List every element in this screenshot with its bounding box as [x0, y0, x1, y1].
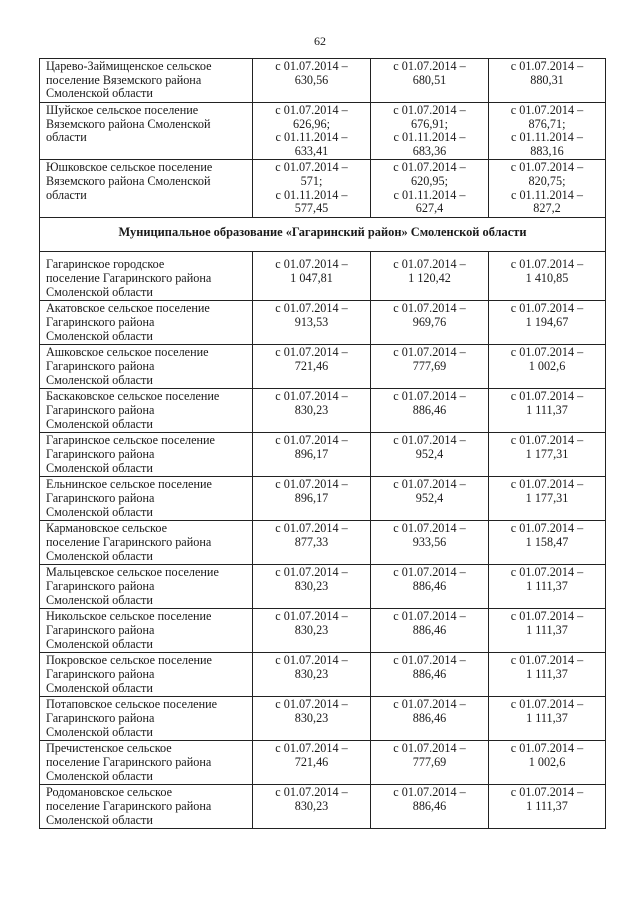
cell-line: 830,23	[294, 798, 329, 813]
cell-line: с 01.07.2014 –	[275, 345, 348, 360]
tariff-cell-2	[371, 389, 489, 433]
cell-line: с 01.07.2014 –	[393, 345, 466, 360]
cell-line: с 01.07.2014 –	[275, 565, 348, 580]
settlement-name-cell	[40, 741, 253, 785]
table-row	[40, 433, 606, 477]
cell-line: 886,46	[412, 710, 447, 725]
cell-line: с 01.07.2014 –	[393, 160, 466, 175]
tariff-cell-1	[253, 477, 371, 521]
cell-line: 620,95;	[411, 173, 448, 188]
tariff-cell-1	[253, 252, 371, 301]
cell-line: с 01.07.2014 –	[510, 477, 584, 492]
cell-line: области	[46, 130, 87, 145]
cell-line: с 01.07.2014 –	[510, 345, 584, 360]
cell-line: с 01.11.2014 –	[275, 187, 348, 202]
cell-line: 886,46	[412, 578, 447, 593]
page-number: 62	[314, 34, 326, 48]
cell-line: с 01.11.2014 –	[393, 187, 466, 202]
tariff-cell-3	[489, 565, 606, 609]
cell-line: 1 120,42	[408, 270, 451, 285]
cell-line: 577,45	[294, 201, 329, 216]
cell-line: 886,46	[412, 402, 447, 417]
cell-line: с 01.07.2014 –	[275, 697, 348, 712]
tariff-cell-3	[489, 345, 606, 389]
cell-line: Гагаринского района	[46, 314, 155, 329]
cell-line: поселение Гагаринского района	[46, 534, 212, 549]
table-row	[40, 697, 606, 741]
cell-line: с 01.07.2014 –	[393, 257, 466, 272]
cell-line: 952,4	[415, 490, 444, 505]
table-row	[40, 59, 606, 103]
cell-line: 969,76	[412, 314, 447, 329]
cell-line: с 01.07.2014 –	[393, 653, 466, 668]
tariff-cell-3	[489, 521, 606, 565]
table-section-vyazma	[40, 59, 606, 218]
tariff-cell-2	[371, 653, 489, 697]
cell-line: Ельнинское сельское поселение	[46, 477, 212, 492]
cell-line: Гагаринского района	[46, 710, 155, 725]
cell-line: Гагаринского района	[46, 622, 155, 637]
cell-line: 830,23	[294, 666, 329, 681]
tariff-cell-1	[253, 741, 371, 785]
cell-line: Смоленской области	[46, 768, 153, 783]
cell-line: 1 177,31	[525, 490, 569, 505]
cell-line: 1 111,37	[526, 710, 568, 725]
settlement-name-cell	[40, 433, 253, 477]
cell-line: Шуйское сельское поселение	[46, 103, 199, 117]
cell-line: с 01.07.2014 –	[510, 389, 584, 404]
cell-line: Смоленской области	[46, 724, 153, 739]
cell-line: с 01.07.2014 –	[510, 609, 584, 624]
cell-line: Царево-Займищенское сельское	[46, 59, 212, 73]
cell-line: 913,53	[294, 314, 329, 329]
cell-line: с 01.07.2014 –	[275, 301, 348, 316]
settlement-name-cell	[40, 160, 253, 217]
tariff-cell-3	[489, 785, 606, 829]
tariff-cell-2	[371, 160, 489, 217]
cell-line: с 01.07.2014 –	[393, 521, 466, 536]
tariff-cell-3	[489, 653, 606, 697]
cell-line: Смоленской области	[46, 636, 153, 651]
cell-line: поселение Гагаринского района	[46, 754, 212, 769]
tariff-cell-1	[253, 521, 371, 565]
settlement-name-cell	[40, 653, 253, 697]
cell-line: 1 111,37	[526, 798, 568, 813]
cell-line: с 01.07.2014 –	[510, 741, 584, 756]
cell-line: с 01.07.2014 –	[510, 521, 584, 536]
cell-line: с 01.07.2014 –	[275, 59, 348, 73]
cell-line: 627,4	[415, 201, 444, 216]
cell-line: с 01.07.2014 –	[275, 741, 348, 756]
table-section-region-header	[40, 217, 606, 252]
tariff-cell-2	[371, 697, 489, 741]
cell-line: Кармановское сельское	[46, 521, 168, 536]
cell-line: с 01.07.2014 –	[275, 609, 348, 624]
cell-line: 1 047,81	[290, 270, 333, 285]
cell-line: Потаповское сельское поселение	[46, 697, 218, 712]
cell-line: 886,46	[412, 666, 447, 681]
cell-line: Смоленской области	[46, 86, 153, 101]
cell-line: Смоленской области	[46, 504, 153, 519]
table-row	[40, 565, 606, 609]
cell-line: 830,23	[294, 578, 329, 593]
cell-line: Родомановское сельское	[46, 785, 172, 800]
cell-line: с 01.07.2014 –	[510, 160, 584, 175]
cell-line: Юшковское сельское поселение	[46, 160, 213, 175]
tariff-table	[39, 58, 606, 829]
cell-line: с 01.07.2014 –	[275, 389, 348, 404]
settlement-name-cell	[40, 697, 253, 741]
cell-line: поселение Гагаринского района	[46, 270, 212, 285]
cell-line: с 01.07.2014 –	[275, 433, 348, 448]
tariff-cell-3	[489, 433, 606, 477]
cell-line: с 01.11.2014 –	[393, 130, 466, 145]
table-row	[40, 477, 606, 521]
cell-line: Покровское сельское поселение	[46, 653, 212, 668]
cell-line: с 01.07.2014 –	[510, 59, 584, 73]
cell-line: Смоленской области	[46, 812, 153, 827]
cell-line: Гагаринского района	[46, 578, 155, 593]
tariff-cell-1	[253, 345, 371, 389]
tariff-cell-3	[489, 697, 606, 741]
cell-line: с 01.07.2014 –	[510, 653, 584, 668]
table-row	[40, 103, 606, 160]
table-row	[40, 653, 606, 697]
cell-line: Смоленской области	[46, 284, 153, 299]
region-header-row	[40, 217, 606, 252]
cell-line: с 01.07.2014 –	[275, 785, 348, 800]
cell-line: 886,46	[412, 622, 447, 637]
cell-line: 1 177,31	[525, 446, 569, 461]
cell-line: Мальцевское сельское поселение	[46, 565, 219, 580]
cell-line: 827,2	[533, 201, 561, 216]
tariff-cell-2	[371, 59, 489, 103]
cell-line: Смоленской области	[46, 372, 153, 387]
cell-line: с 01.07.2014 –	[393, 103, 466, 117]
tariff-cell-1	[253, 160, 371, 217]
tariff-cell-2	[371, 565, 489, 609]
table-row	[40, 301, 606, 345]
cell-line: 880,31	[530, 72, 564, 87]
tariff-cell-2	[371, 741, 489, 785]
cell-line: Гагаринское сельское поселение	[46, 433, 215, 448]
tariff-cell-1	[253, 653, 371, 697]
cell-line: 1 410,85	[525, 270, 569, 285]
cell-line: 721,46	[294, 358, 329, 373]
cell-line: 886,46	[412, 798, 447, 813]
cell-line: Смоленской области	[46, 548, 153, 563]
cell-line: Гагаринского района	[46, 402, 155, 417]
cell-line: с 01.07.2014 –	[393, 609, 466, 624]
settlement-name-cell	[40, 565, 253, 609]
cell-line: с 01.07.2014 –	[275, 477, 348, 492]
cell-line: 876,71;	[528, 116, 566, 131]
cell-line: 680,51	[412, 72, 447, 87]
tariff-cell-3	[489, 609, 606, 653]
cell-line: с 01.07.2014 –	[275, 521, 348, 536]
table-row	[40, 389, 606, 433]
cell-line: с 01.07.2014 –	[510, 301, 584, 316]
cell-line: Смоленской области	[46, 460, 153, 475]
tariff-cell-3	[489, 103, 606, 160]
tariff-cell-2	[371, 609, 489, 653]
cell-line: с 01.07.2014 –	[510, 103, 584, 117]
cell-line: 1 111,37	[526, 666, 568, 681]
tariff-cell-2	[371, 433, 489, 477]
tariff-cell-3	[489, 301, 606, 345]
cell-line: 952,4	[415, 446, 444, 461]
cell-line: Гагаринского района	[46, 666, 155, 681]
cell-line: с 01.07.2014 –	[393, 433, 466, 448]
cell-line: с 01.07.2014 –	[510, 257, 584, 272]
cell-line: 830,23	[294, 622, 329, 637]
tariff-cell-2	[371, 521, 489, 565]
cell-line: с 01.11.2014 –	[275, 130, 348, 145]
cell-line: с 01.07.2014 –	[275, 257, 348, 272]
cell-line: с 01.07.2014 –	[275, 103, 348, 117]
cell-line: 1 111,37	[526, 402, 568, 417]
cell-line: 630,56	[294, 72, 329, 87]
tariff-cell-2	[371, 301, 489, 345]
settlement-name-cell	[40, 785, 253, 829]
cell-line: с 01.07.2014 –	[393, 477, 466, 492]
cell-line: с 01.07.2014 –	[275, 653, 348, 668]
cell-line: 933,56	[412, 534, 447, 549]
tariff-cell-1	[253, 433, 371, 477]
cell-line: поселение Гагаринского района	[46, 798, 212, 813]
cell-line: 571;	[300, 173, 323, 188]
cell-line: 883,16	[530, 143, 564, 158]
cell-line: с 01.07.2014 –	[510, 433, 584, 448]
settlement-name-cell	[40, 252, 253, 301]
cell-line: 626,96;	[293, 116, 330, 131]
settlement-name-cell	[40, 609, 253, 653]
cell-line: с 01.07.2014 –	[275, 160, 348, 175]
settlement-name-cell	[40, 103, 253, 160]
settlement-name-cell	[40, 345, 253, 389]
cell-line: Акатовское сельское поселение	[46, 301, 210, 316]
tariff-cell-3	[489, 160, 606, 217]
table-row	[40, 252, 606, 301]
cell-line: с 01.07.2014 –	[393, 389, 466, 404]
cell-line: с 01.07.2014 –	[393, 301, 466, 316]
settlement-name-cell	[40, 59, 253, 103]
tariff-cell-1	[253, 103, 371, 160]
tariff-cell-2	[371, 345, 489, 389]
cell-line: 820,75;	[528, 173, 566, 188]
cell-line: Гагаринское городское	[46, 257, 165, 272]
cell-line: Вяземского района Смоленской	[46, 116, 211, 131]
settlement-name-cell	[40, 521, 253, 565]
tariff-cell-1	[253, 301, 371, 345]
cell-line: с 01.07.2014 –	[393, 741, 466, 756]
cell-line: с 01.11.2014 –	[511, 130, 583, 145]
cell-line: Смоленской области	[46, 328, 153, 343]
cell-line: 777,69	[412, 754, 447, 769]
region-header: Муниципальное образование «Гагаринский район» Смоленской области	[40, 217, 606, 252]
tariff-cell-1	[253, 785, 371, 829]
cell-line: 721,46	[294, 754, 329, 769]
cell-line: 777,69	[412, 358, 447, 373]
cell-line: 877,33	[294, 534, 329, 549]
tariff-cell-3	[489, 477, 606, 521]
tariff-cell-3	[489, 252, 606, 301]
cell-line: с 01.07.2014 –	[393, 697, 466, 712]
cell-line: Вяземского района Смоленской	[46, 173, 211, 188]
cell-line: 1 111,37	[526, 622, 568, 637]
table-row	[40, 785, 606, 829]
tariff-cell-3	[489, 741, 606, 785]
cell-line: 683,36	[412, 143, 447, 158]
cell-line: Гагаринского района	[46, 446, 155, 461]
cell-line: 1 002,6	[528, 754, 566, 769]
cell-line: с 01.07.2014 –	[510, 697, 584, 712]
tariff-cell-3	[489, 389, 606, 433]
settlement-name-cell	[40, 389, 253, 433]
cell-line: 896,17	[294, 446, 329, 461]
settlement-name-cell	[40, 477, 253, 521]
tariff-cell-2	[371, 477, 489, 521]
cell-line: Ашковское сельское поселение	[46, 345, 209, 360]
cell-line: поселение Вяземского района	[46, 72, 202, 87]
table-row	[40, 345, 606, 389]
cell-line: Смоленской области	[46, 680, 153, 695]
cell-line: Пречистенское сельское	[46, 741, 172, 756]
cell-line: области	[46, 187, 87, 202]
cell-line: с 01.07.2014 –	[393, 565, 466, 580]
tariff-cell-3	[489, 59, 606, 103]
tariff-cell-1	[253, 59, 371, 103]
table-section-gagarin	[40, 252, 606, 829]
cell-line: с 01.07.2014 –	[393, 785, 466, 800]
cell-line: 1 002,6	[528, 358, 566, 373]
table-row	[40, 741, 606, 785]
cell-line: 676,91;	[411, 116, 448, 131]
cell-line: Никольское сельское поселение	[46, 609, 212, 624]
table-row	[40, 160, 606, 217]
tariff-cell-2	[371, 103, 489, 160]
tariff-cell-2	[371, 252, 489, 301]
cell-line: Гагаринского района	[46, 490, 155, 505]
cell-line: 633,41	[294, 143, 329, 158]
cell-line: с 01.07.2014 –	[510, 565, 584, 580]
cell-line: 830,23	[294, 402, 329, 417]
tariff-cell-1	[253, 609, 371, 653]
cell-line: 1 194,67	[525, 314, 569, 329]
cell-line: 830,23	[294, 710, 329, 725]
cell-line: с 01.07.2014 –	[510, 785, 584, 800]
tariff-cell-1	[253, 697, 371, 741]
settlement-name-cell	[40, 301, 253, 345]
cell-line: 896,17	[294, 490, 329, 505]
table-row	[40, 521, 606, 565]
tariff-cell-1	[253, 565, 371, 609]
cell-line: Смоленской области	[46, 592, 153, 607]
table-row	[40, 609, 606, 653]
cell-line: Смоленской области	[46, 416, 153, 431]
cell-line: Гагаринского района	[46, 358, 155, 373]
cell-line: Баскаковское сельское поселение	[46, 389, 220, 404]
tariff-cell-1	[253, 389, 371, 433]
cell-line: 1 111,37	[526, 578, 568, 593]
tariff-cell-2	[371, 785, 489, 829]
cell-line: с 01.11.2014 –	[511, 187, 583, 202]
cell-line: 1 158,47	[525, 534, 569, 549]
cell-line: с 01.07.2014 –	[393, 59, 466, 73]
